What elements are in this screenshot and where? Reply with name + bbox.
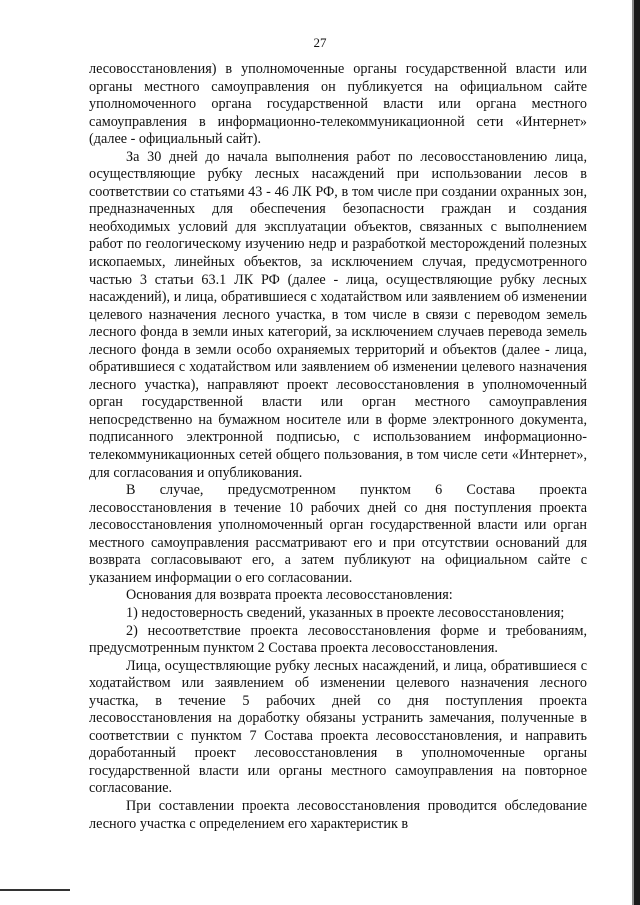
- footer-rule: [0, 889, 70, 891]
- paragraph-5: 1) недостоверность сведений, указанных в проекте лесовосстановления;: [126, 604, 565, 621]
- page-number: 27: [313, 35, 327, 50]
- paragraph-2: За 30 дней до начала выполнения работ по лесовосстановлению лица, осуществляющие рубку лесных насаждений при использовании лесов в соответствии со статьями 43 - 46 ЛК РФ, в том числе при создании охранных зон, предназначенных для обеспечения безопасности граждан и создания необходимых условий для эксплуатации объектов, связанных с выполнением работ по геологическому изучению недр и разработкой месторождений полезных ископаемых, линейных объектов, за исключением случая, предусмотренного частью 3 статьи 63.1 ЛК РФ (далее - лица, осуществляющие рубку лесных насаждений), и лица, обратившиеся с ходатайством или заявлением об изменении целевого назначения лесного участка, в том числе в связи с переводом земель лесного фонда в земли иных категорий, за исключением случаев перевода земель лесного фонда в земли особо охраняемых территорий и объектов (далее - лица, обратившиеся с ходатайством или заявлением об изменении целевого назначения лесного участка), направляют проект лесовосстановления в уполномоченный орган государственной власти или орган местного самоуправления непосредственно на бумажном носителе или в форме электронного документа, подписанного электронной подписью, с использованием информационно-телекоммуникационных сетей общего пользования, в том числе сети «Интернет», для согласования и опубликования.: [89, 148, 587, 481]
- paragraph-8: При составлении проекта лесовосстановления проводится обследование лесного участка с определением его характеристик в: [89, 797, 587, 832]
- paragraph-6: 2) несоответствие проекта лесовосстановления форме и требованиям, предусмотренным пунктом 2 Состава проекта лесовосстановления.: [89, 622, 587, 657]
- paragraph-7: Лица, осуществляющие рубку лесных насаждений, и лица, обратившиеся с ходатайством или заявлением об изменении целевого назначения лесного участка, в течение 5 рабочих дней со дня поступления проекта лесовосстановления на доработку обязаны устранить замечания, полученные в соответствии с пунктом 7 Состава проекта лесовосстановления, и направить доработанный проект лесовосстановления в уполномоченные органы государственной власти или органы местного самоуправления на повторное согласование.: [89, 657, 587, 797]
- paragraph-4: Основания для возврата проекта лесовосстановления:: [126, 587, 453, 604]
- document-body: [89, 61, 587, 833]
- paragraph-1: лесовосстановления) в уполномоченные органы государственной власти или органы местного самоуправления он публикуется на официальном сайте уполномоченного органа государственной власти или органа местного самоуправления в информационно-телекоммуникационной сети «Интернет» (далее - официальный сайт).: [89, 61, 587, 148]
- paragraph-3: В случае, предусмотренном пунктом 6 Состава проекта лесовосстановления в течение 10 рабочих дней со дня поступления проекта лесовосстановления уполномоченный орган государственной власти или орган местного самоуправления рассматривают его и при отсутствии оснований для возврата согласовывают его, а затем публикуют на официальном сайте с указанием информации о его согласовании.: [89, 482, 587, 586]
- scan-page-edge: [634, 0, 640, 905]
